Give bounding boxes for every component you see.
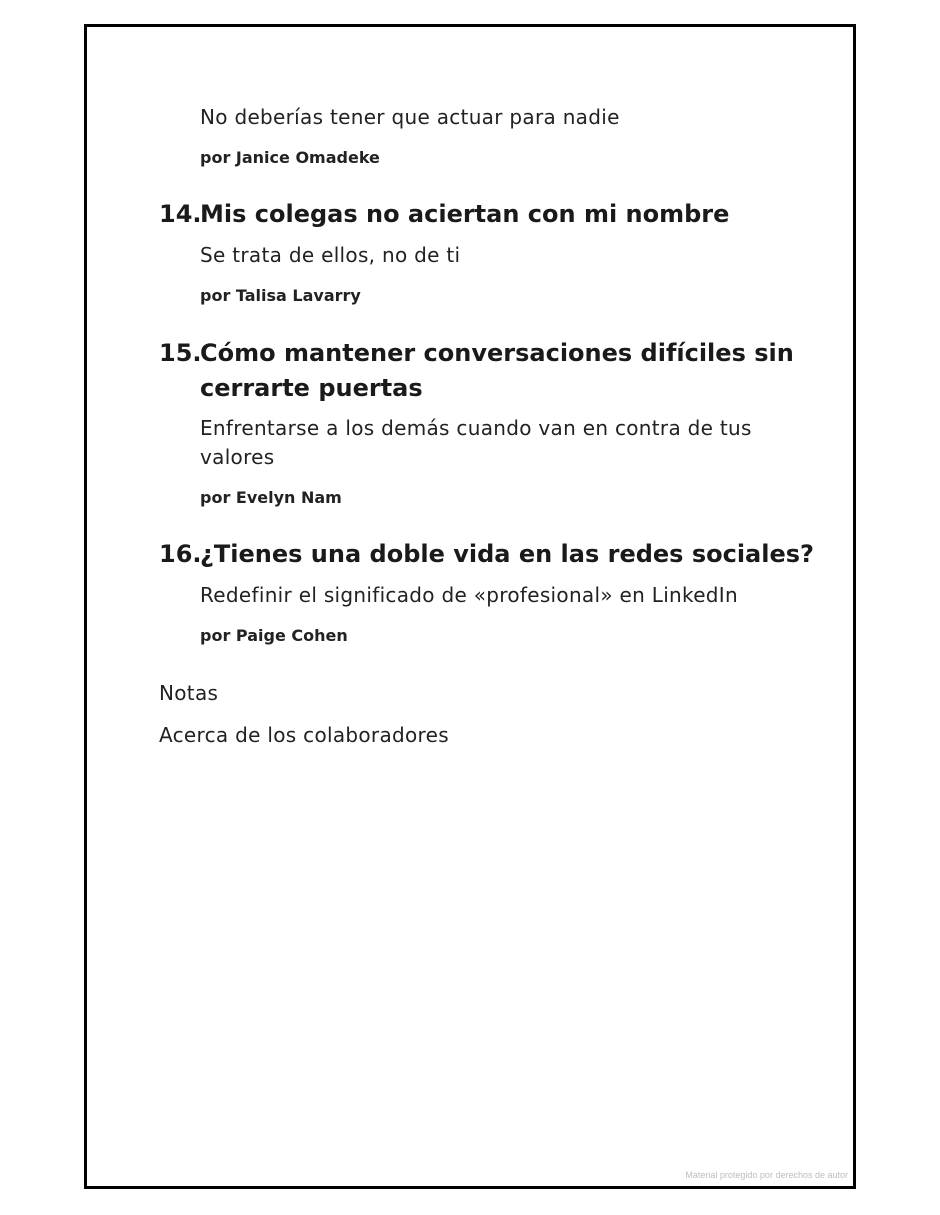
entry-14-number: 14. xyxy=(159,200,202,228)
copyright-watermark: Material protegido por derechos de autor xyxy=(685,1170,848,1180)
notes-entry[interactable]: Notas xyxy=(159,681,219,705)
entry-16-number: 16. xyxy=(159,540,202,568)
contributors-entry[interactable]: Acerca de los colaboradores xyxy=(159,723,449,747)
entry-16-title[interactable]: ¿Tienes una doble vida en las redes sociales? xyxy=(200,540,814,568)
entry-16-subtitle: Redefinir el significado de «profesional» en LinkedIn xyxy=(200,583,738,607)
entry-16-author: por Paige Cohen xyxy=(200,626,348,645)
entry-14-author: por Talisa Lavarry xyxy=(200,286,361,305)
entry-15-title-line1[interactable]: Cómo mantener conversaciones difíciles sin xyxy=(200,339,794,367)
entry-14-title[interactable]: Mis colegas no aciertan con mi nombre xyxy=(200,200,730,228)
entry-15-subtitle-line1: Enfrentarse a los demás cuando van en contra de tus xyxy=(200,416,752,440)
entry-14-subtitle: Se trata de ellos, no de ti xyxy=(200,243,461,267)
page-frame xyxy=(84,24,856,1189)
entry-13-author: por Janice Omadeke xyxy=(200,148,380,167)
entry-15-subtitle-line2: valores xyxy=(200,445,275,469)
entry-15-author: por Evelyn Nam xyxy=(200,488,342,507)
entry-13-subtitle: No deberías tener que actuar para nadie xyxy=(200,105,620,129)
entry-15-title-line2[interactable]: cerrarte puertas xyxy=(200,374,423,402)
entry-15-number: 15. xyxy=(159,339,202,367)
